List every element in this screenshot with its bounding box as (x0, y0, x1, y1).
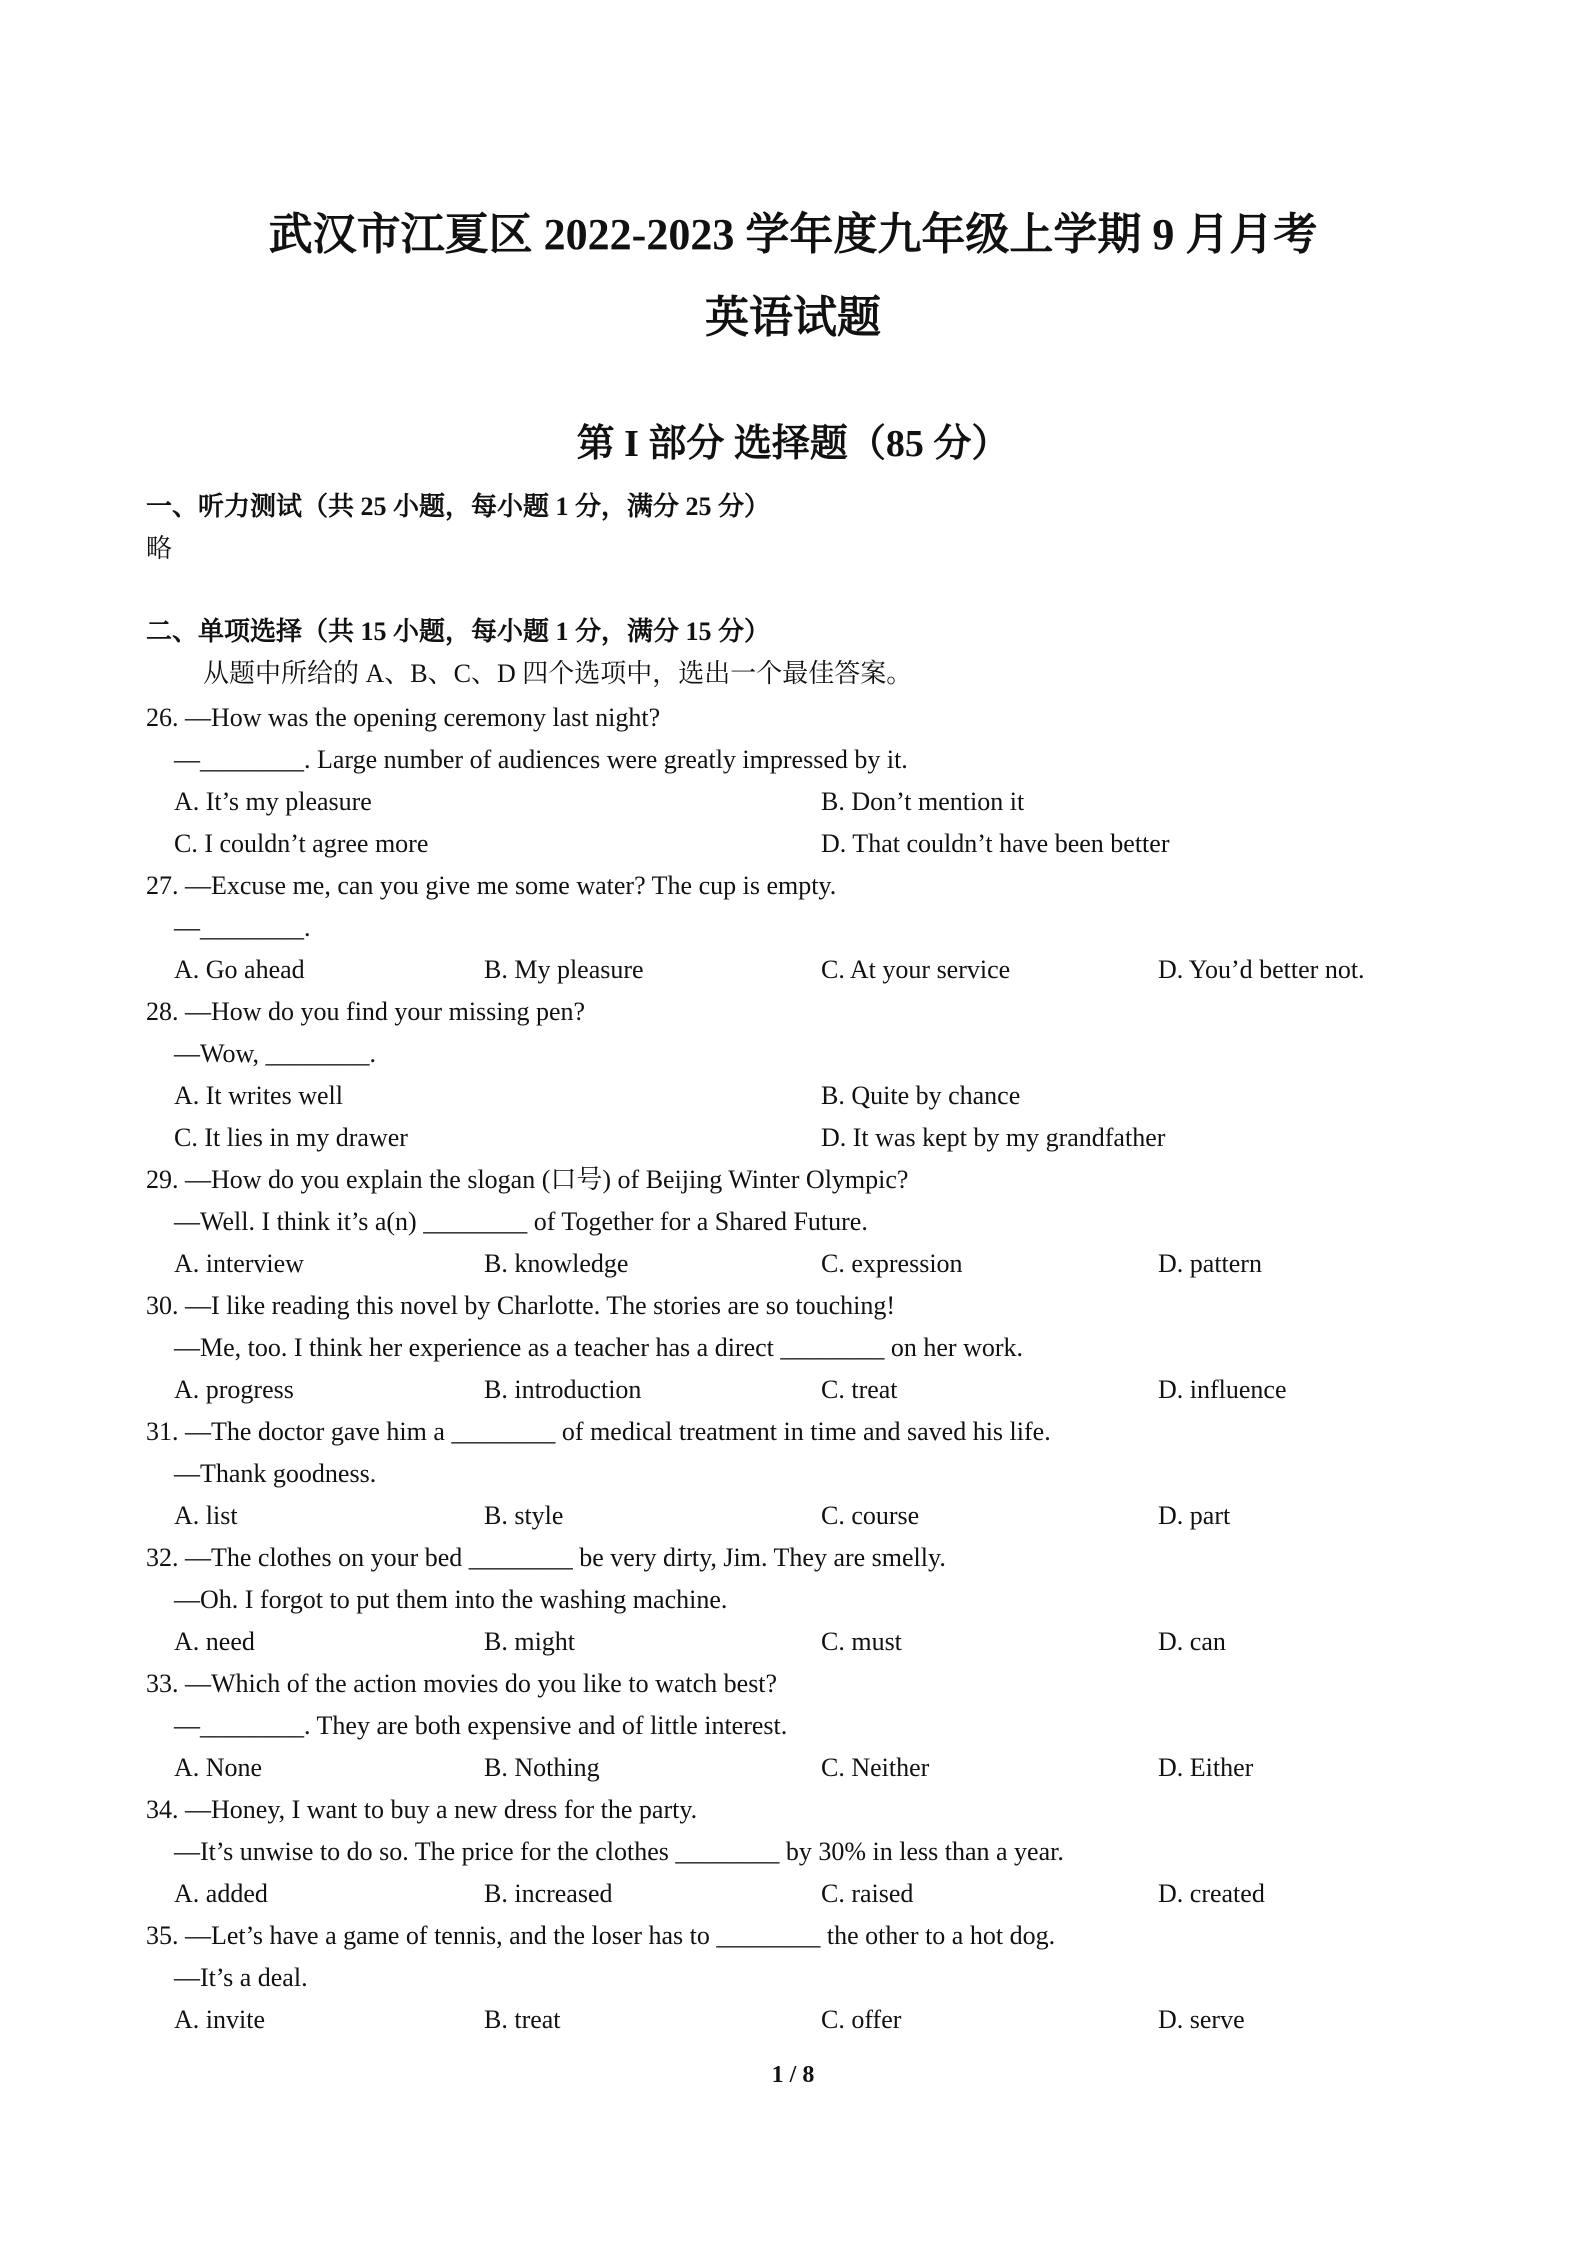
question-answer-line: —It’s a deal. (174, 1963, 308, 1992)
options-row (146, 1747, 1446, 1789)
part-title: 第 I 部分 选择题（85 分） (576, 423, 1010, 465)
option-b: B. Quite by chance (821, 1081, 1021, 1110)
question-stem: 31. —The doctor gave him a ________ of medical treatment in time and saved his life. (146, 1417, 1051, 1446)
section1-heading: 一、听力测试（共 25 小题，每小题 1 分，满分 25 分） (146, 492, 771, 521)
option-c: C. Neither (821, 1753, 930, 1782)
option-b: B. style (484, 1501, 564, 1530)
option-d: D. created (1158, 1879, 1265, 1908)
options-row (146, 823, 1446, 865)
question-34 (146, 1789, 1446, 1915)
question-answer-line: —________. They are both expensive and of little interest. (174, 1711, 788, 1740)
question-stem: 27. —Excuse me, can you give me some water? The cup is empty. (146, 871, 837, 900)
option-d: D. part (1158, 1501, 1231, 1530)
question-stem: 33. —Which of the action movies do you like to watch best? (146, 1669, 778, 1698)
question-29 (146, 1159, 1446, 1285)
option-b: B. Nothing (484, 1753, 600, 1782)
option-b: B. treat (484, 2005, 561, 2034)
question-26 (146, 697, 1446, 865)
option-b: B. introduction (484, 1375, 642, 1404)
option-c: C. At your service (821, 955, 1011, 984)
options-row (146, 1075, 1446, 1117)
option-b: B. might (484, 1627, 576, 1656)
options-row (146, 1243, 1446, 1285)
option-a: A. need (174, 1627, 255, 1656)
question-stem: 28. —How do you find your missing pen? (146, 997, 586, 1026)
page-number: 1 / 8 (771, 2062, 815, 2088)
option-d: D. pattern (1158, 1249, 1262, 1278)
option-d: D. It was kept by my grandfather (821, 1123, 1166, 1152)
option-d: D. serve (1158, 2005, 1245, 2034)
question-answer-line: —________. Large number of audiences were greatly impressed by it. (174, 745, 908, 774)
question-33 (146, 1663, 1446, 1789)
option-d: D. You’d better not. (1158, 955, 1365, 984)
question-stem: 30. —I like reading this novel by Charlotte. The stories are so touching! (146, 1291, 896, 1320)
question-stem: 32. —The clothes on your bed ________ be very dirty, Jim. They are smelly. (146, 1543, 946, 1572)
options-row (146, 1369, 1446, 1411)
option-d: D. can (1158, 1627, 1226, 1656)
question-answer-line: —Me, too. I think her experience as a teacher has a direct ________ on her work. (174, 1333, 1024, 1362)
option-b: B. knowledge (484, 1249, 629, 1278)
option-c: C. expression (821, 1249, 963, 1278)
options-row (146, 1117, 1446, 1159)
exam-subtitle: 英语试题 (705, 293, 881, 342)
question-30 (146, 1285, 1446, 1411)
option-a: A. It writes well (174, 1081, 343, 1110)
option-a: A. interview (174, 1249, 304, 1278)
question-stem: 35. —Let’s have a game of tennis, and the loser has to ________ the other to a hot dog. (146, 1921, 1056, 1950)
option-c: C. raised (821, 1879, 914, 1908)
options-row (146, 1999, 1446, 2041)
option-b: B. Don’t mention it (821, 787, 1025, 816)
option-d: D. That couldn’t have been better (821, 829, 1170, 858)
question-31 (146, 1411, 1446, 1537)
options-row (146, 1495, 1446, 1537)
section2-heading: 二、单项选择（共 15 小题，每小题 1 分，满分 15 分） (146, 617, 771, 646)
section2-instruction: 从题中所给的 A、B、C、D 四个选项中，选出一个最佳答案。 (203, 659, 913, 688)
question-answer-line: —Thank goodness. (174, 1459, 377, 1488)
option-b: B. increased (484, 1879, 613, 1908)
options-row (146, 1621, 1446, 1663)
exam-title: 武汉市江夏区 2022-2023 学年度九年级上学期 9 月月考 (268, 210, 1318, 259)
question-answer-line: —________. (174, 913, 311, 942)
question-stem: 34. —Honey, I want to buy a new dress for the party. (146, 1795, 698, 1824)
question-answer-line: —Wow, ________. (174, 1039, 377, 1068)
options-row (146, 949, 1446, 991)
option-a: A. invite (174, 2005, 265, 2034)
section1-note: 略 (146, 534, 173, 563)
option-c: C. treat (821, 1375, 898, 1404)
option-d: D. Either (1158, 1753, 1254, 1782)
option-c: C. must (821, 1627, 902, 1656)
question-answer-line: —It’s unwise to do so. The price for the clothes ________ by 30% in less than a year. (174, 1837, 1064, 1866)
option-a: A. None (174, 1753, 263, 1782)
option-a: A. list (174, 1501, 238, 1530)
question-answer-line: —Well. I think it’s a(n) ________ of Together for a Shared Future. (174, 1207, 868, 1236)
question-32 (146, 1537, 1446, 1663)
question-35 (146, 1915, 1446, 2041)
question-27 (146, 865, 1446, 991)
option-a: A. Go ahead (174, 955, 305, 984)
option-c: C. I couldn’t agree more (174, 829, 429, 858)
option-a: A. progress (174, 1375, 294, 1404)
question-28 (146, 991, 1446, 1159)
option-c: C. It lies in my drawer (174, 1123, 408, 1152)
question-stem: 29. —How do you explain the slogan (口号) of Beijing Winter Olympic? (146, 1165, 909, 1194)
option-d: D. influence (1158, 1375, 1287, 1404)
options-row (146, 1873, 1446, 1915)
option-a: A. It’s my pleasure (174, 787, 372, 816)
question-stem: 26. —How was the opening ceremony last night? (146, 703, 661, 732)
question-answer-line: —Oh. I forgot to put them into the washing machine. (174, 1585, 728, 1614)
options-row (146, 781, 1446, 823)
option-c: C. course (821, 1501, 920, 1530)
option-c: C. offer (821, 2005, 902, 2034)
option-a: A. added (174, 1879, 268, 1908)
option-b: B. My pleasure (484, 955, 644, 984)
